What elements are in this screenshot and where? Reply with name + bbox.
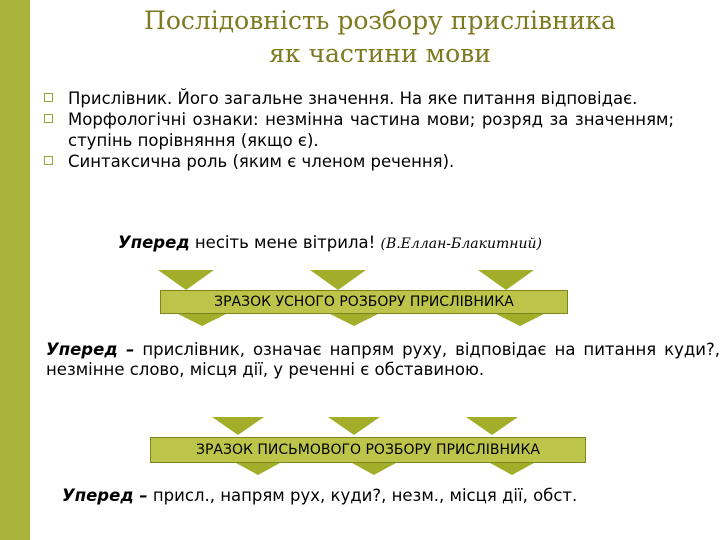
example-rest: несіть мене вітрила! — [189, 233, 381, 252]
analysis-steps-list — [44, 88, 674, 172]
example-word: Уперед — [118, 233, 190, 252]
written-rest: присл., напрям рух, куди?, незм., місця дії, обст. — [147, 486, 578, 505]
down-arrow-icon — [158, 270, 214, 290]
down-arrow-icon — [466, 417, 518, 435]
list-item — [44, 109, 674, 151]
square-bullet-icon — [44, 114, 53, 123]
oral-rest: прислівник, означає напрям руху, відповідає на питання куди?, незмінне слово, місця дії, у реченні є обставиною. — [46, 340, 720, 379]
example-sentence — [118, 233, 542, 252]
list-item — [44, 88, 674, 109]
down-arrow-icon — [330, 314, 378, 326]
list-item — [44, 151, 674, 172]
oral-analysis-banner: ЗРАЗОК УСНОГО РОЗБОРУ ПРИСЛІВНИКА — [160, 290, 568, 314]
down-arrow-icon — [212, 417, 264, 435]
written-analysis-text — [62, 486, 577, 505]
down-arrow-icon — [490, 463, 534, 475]
down-arrow-icon — [496, 314, 544, 326]
square-bullet-icon — [44, 156, 53, 165]
title-line-1: Послідовність розбору прислівника — [144, 6, 616, 35]
down-arrow-icon — [352, 463, 396, 475]
down-arrow-icon — [478, 270, 534, 290]
down-arrow-icon — [236, 463, 280, 475]
example-author: (В.Еллан-Блакитний) — [380, 236, 542, 252]
written-analysis-banner: ЗРАЗОК ПИСЬМОВОГО РОЗБОРУ ПРИСЛІВНИКА — [150, 437, 586, 463]
down-arrow-icon — [328, 417, 380, 435]
left-accent-bar — [0, 0, 30, 540]
slide-title — [40, 4, 720, 70]
step-text: Морфологічні ознаки: незмінна частина мови; розряд за значенням; ступінь порівняння (якщо є). — [68, 110, 674, 150]
down-arrow-icon — [310, 270, 366, 290]
oral-analysis-text — [46, 340, 720, 380]
oral-word: Уперед – — [46, 340, 135, 359]
written-word: Уперед – — [62, 486, 148, 505]
step-text: Прислівник. Його загальне значення. На яке питання відповідає. — [68, 89, 638, 108]
title-line-2: як частини мови — [269, 39, 491, 68]
square-bullet-icon — [44, 93, 53, 102]
down-arrow-icon — [178, 314, 226, 326]
step-text: Синтаксична роль (яким є членом речення). — [68, 152, 455, 171]
